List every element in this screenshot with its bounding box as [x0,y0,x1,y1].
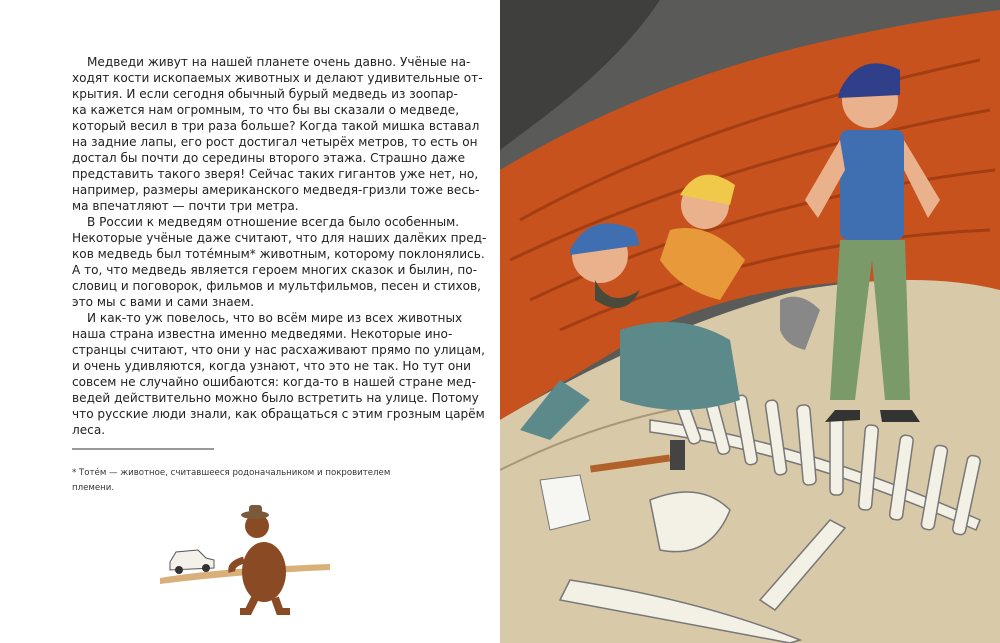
text-line: который весил в три раза больше? Когда такой мишка вставал [72,119,480,133]
text-line: Медведи живут на нашей планете очень давно. Учёные на- [87,55,471,69]
article-text [72,54,487,438]
bear-figure [232,505,290,612]
footnote-separator [72,448,214,450]
text-line: крытия. И если сегодня обычный бурый медведь из зоопар- [72,87,458,101]
footnote-line: племени. [72,483,115,493]
text-line: леса. [72,423,106,437]
text-line: представить такого зверя! Сейчас таких гигантов уже нет, но, [72,167,479,181]
text-line: И как-то уж повелось, что во всём мире из всех животных [87,311,463,325]
text-line: Некоторые учёные даже считают, что для наших далёких пред- [72,231,487,245]
text-line: достал бы почти до середины второго этажа. Страшно даже [72,151,466,165]
text-line: это мы с вами и сами знаем. [72,295,255,309]
text-line: например, размеры американского медведя-гризли тоже весь- [72,183,480,197]
text-line: В России к медведям отношение всегда было особенным. [87,215,460,229]
text-line: ходят кости ископаемых животных и делают удивительные от- [72,71,483,85]
footnote-line: * Тотéм — животное, считавшееся родоначальником и покровителем [72,468,391,478]
paragraph-2 [72,214,487,310]
bear-with-car-illustration [160,490,330,615]
paragraph-3 [72,310,485,438]
text-line: ков медведь был тотéмным* животным, которому поклонялись. [72,247,485,261]
text-line: ма впечатляют — почти три метра. [72,199,299,213]
car-icon [170,550,214,574]
text-line: ка кажется нам огромным, то что бы вы сказали о медведе, [72,103,460,117]
excavation-illustration [500,0,1000,643]
text-line: совсем не случайно ошибаются: когда-то в нашей стране мед- [72,375,477,389]
text-line: и очень удивляются, когда узнают, что это не так. Но тут они [72,359,472,373]
text-line: ведей действительно можно было встретить на улице. Потому [72,391,479,405]
text-line: на задние лапы, его рост достигал четырёх метров, то есть он [72,135,478,149]
text-line: словиц и поговорок, фильмов и мультфильмов, песен и стихов, [72,279,482,293]
text-line: А то, что медведь является героем многих сказок и былин, по- [72,263,478,277]
paragraph-1 [72,54,483,214]
text-line: что русские люди знали, как обращаться с этим грозным царём [72,407,485,421]
text-line: наша страна известна именно медведями. Некоторые ино- [72,327,453,341]
text-line: странцы считают, что они у нас расхаживают прямо по улицам, [72,343,485,357]
